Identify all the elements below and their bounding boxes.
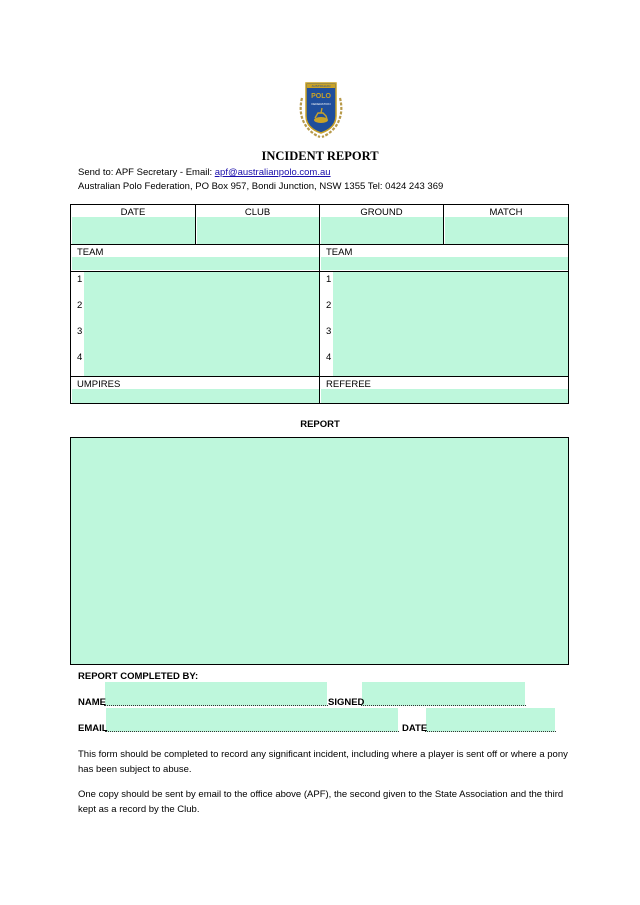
col-date: DATE	[120, 207, 146, 218]
player-left-1: 1	[77, 274, 83, 285]
send-to-prefix: Send to: APF Secretary - Email:	[78, 167, 215, 178]
umpires-label: UMPIRES	[77, 379, 121, 390]
team-left-field[interactable]	[72, 257, 319, 270]
team-right-field[interactable]	[321, 257, 568, 270]
date-field[interactable]	[72, 217, 195, 244]
referee-label: REFEREE	[326, 379, 371, 390]
player-left-2: 2	[77, 300, 83, 311]
col-match: MATCH	[489, 207, 523, 218]
team-left-label: TEAM	[77, 247, 104, 258]
report-textarea[interactable]	[70, 437, 569, 665]
completed-by-heading: REPORT COMPLETED BY:	[78, 671, 199, 682]
players-left-field[interactable]	[84, 272, 319, 376]
date-completed-field[interactable]	[426, 708, 555, 732]
col-club: CLUB	[244, 207, 271, 218]
note-paragraph-1: This form should be completed to record any significant incident, including where a player is sent off or where a pony has been subject to abuse.	[78, 749, 568, 775]
name-label: NAME	[78, 697, 106, 708]
player-right-3: 3	[326, 326, 332, 337]
federation-logo	[296, 80, 346, 140]
logo-bottom-text: FEDERATION	[311, 102, 331, 106]
name-field[interactable]	[105, 682, 327, 706]
email-link[interactable]: apf@australianpolo.com.au	[214, 167, 331, 178]
email-field[interactable]	[106, 708, 398, 732]
signed-label: SIGNED	[328, 697, 365, 708]
player-right-2: 2	[326, 300, 332, 311]
match-field[interactable]	[445, 217, 568, 244]
page-title: INCIDENT REPORT	[261, 149, 379, 163]
send-to-line	[78, 167, 331, 178]
player-right-1: 1	[326, 274, 332, 285]
date-label: DATE	[402, 723, 428, 734]
address-line: Australian Polo Federation, PO Box 957, Bondi Junction, NSW 1355 Tel: 0424 243 369	[78, 181, 444, 192]
logo-middle-text: POLO	[311, 93, 331, 100]
player-left-4: 4	[77, 352, 83, 363]
player-right-4: 4	[326, 352, 332, 363]
signed-field[interactable]	[362, 682, 525, 706]
team-right-label: TEAM	[326, 247, 353, 258]
note-paragraph-2: One copy should be sent by email to the office above (APF), the second given to the State Association and the third kept as a record by the Club.	[78, 789, 564, 815]
player-left-3: 3	[77, 326, 83, 337]
referee-field[interactable]	[321, 389, 568, 403]
umpires-field[interactable]	[72, 389, 319, 403]
ground-field[interactable]	[321, 217, 443, 244]
players-right-field[interactable]	[333, 272, 568, 376]
col-ground: GROUND	[360, 207, 403, 218]
report-heading: REPORT	[300, 419, 340, 430]
logo-top-text: AUSTRALIAN	[311, 84, 331, 88]
club-field[interactable]	[197, 217, 319, 244]
email-label: EMAIL	[78, 723, 108, 734]
shield-logo-icon	[296, 80, 346, 140]
